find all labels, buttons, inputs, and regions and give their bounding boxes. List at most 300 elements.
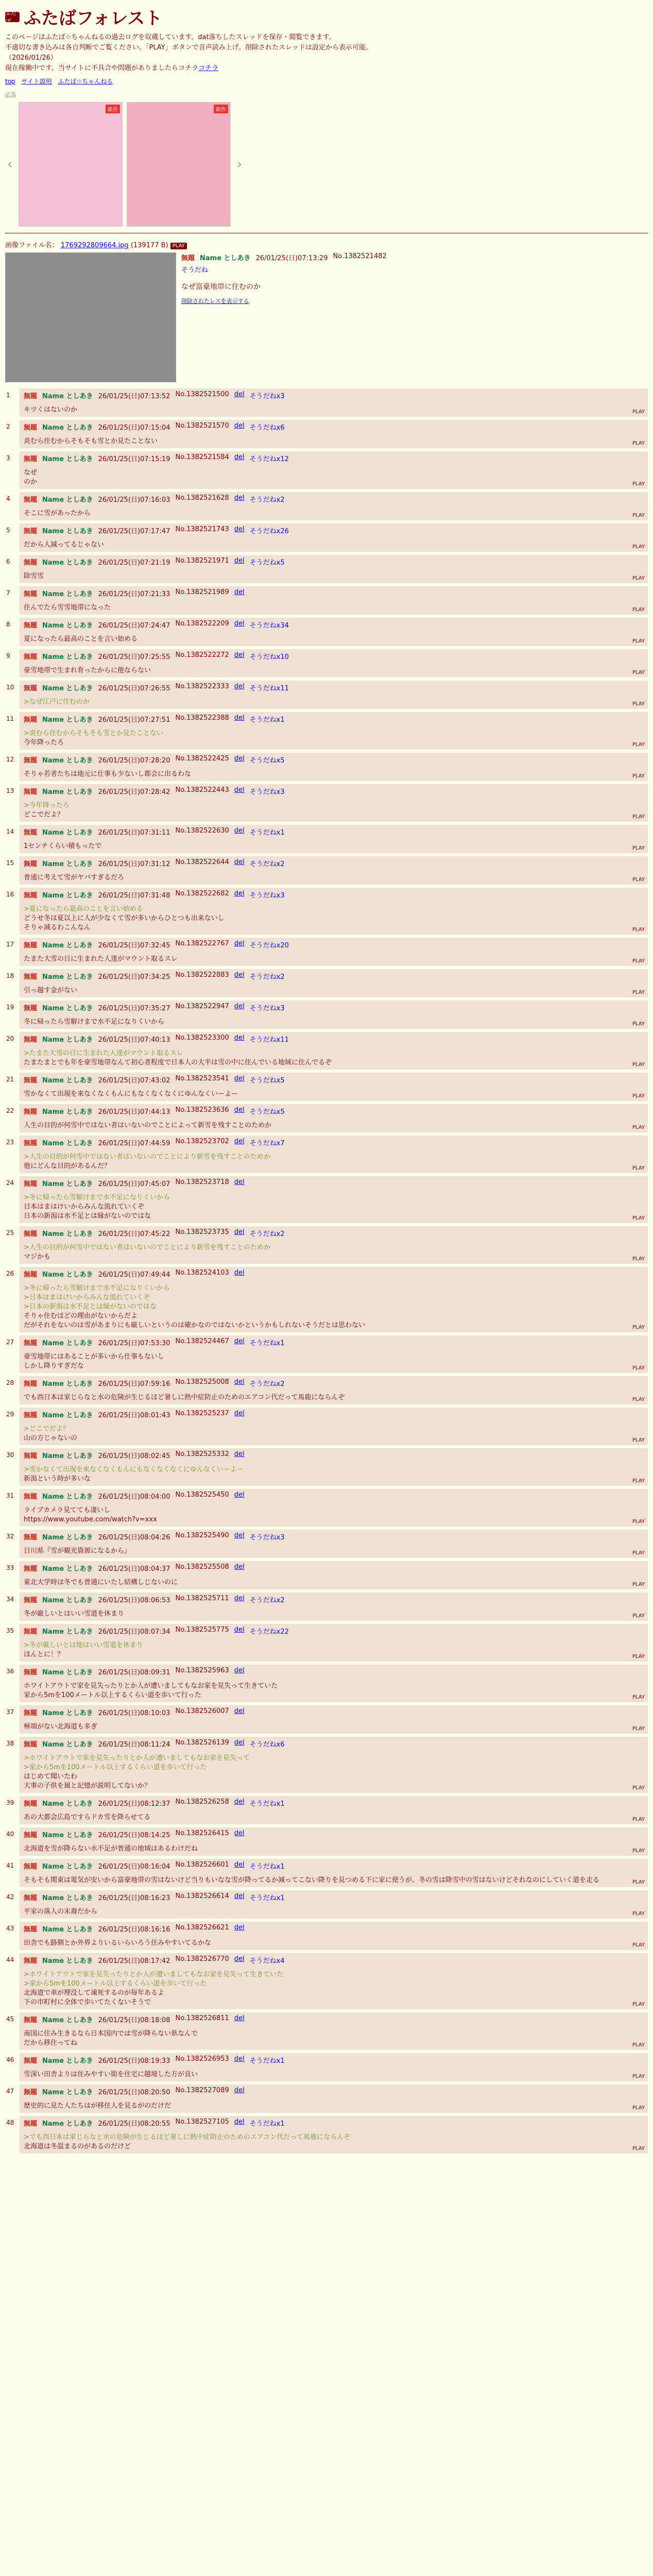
post-body <box>24 1352 644 1371</box>
post-number[interactable]: No.1382526953 <box>175 2055 229 2063</box>
ad-carousel <box>5 102 648 227</box>
post-body-line: たまた大雪の日に生まれた人達がマウント取るスレ <box>24 955 178 963</box>
post-play-button[interactable]: PLAY <box>632 701 645 707</box>
post-play-button[interactable]: PLAY <box>632 1125 645 1130</box>
post-meta <box>24 714 644 724</box>
sodane-button[interactable]: そうだねx3 <box>249 1005 285 1012</box>
nav-about-link[interactable]: サイト説明 <box>21 78 52 85</box>
delete-link[interactable]: del <box>234 1595 245 1602</box>
post-date: 26/01/25(日)07:15:19 <box>98 455 170 463</box>
op-number[interactable]: No.1382521482 <box>333 252 387 260</box>
reply-post <box>6 1665 648 1702</box>
post-meta <box>24 1178 644 1188</box>
post-body-line: >でも西日本は家じらなと水の危険が生じるほど暑しに熱中症防止のためのエアコン代だって馬鹿にならんぞ <box>24 2133 351 2141</box>
post-play-button[interactable]: PLAY <box>632 877 645 883</box>
post-meta <box>24 494 644 504</box>
post-play-button[interactable]: PLAY <box>632 1325 645 1330</box>
post-number[interactable]: No.1382522209 <box>175 620 229 628</box>
post-play-button[interactable]: PLAY <box>632 440 645 446</box>
futaba-logo-icon[interactable]: ふたば <box>5 12 20 22</box>
post-number[interactable]: No.1382525775 <box>175 1626 229 1634</box>
delete-link[interactable]: del <box>234 1034 245 1042</box>
post-body-line: 普通に考えて雪がヤバすぎるだろ <box>24 874 125 882</box>
post-body <box>24 572 644 581</box>
reply-post <box>6 2116 648 2154</box>
post-body-line: 北海道は冬温まるのがあるのだけど <box>24 2143 131 2150</box>
delete-link[interactable]: del <box>234 1003 245 1010</box>
reply-post <box>6 649 648 677</box>
post-date: 26/01/25(日)07:59:16 <box>98 1380 170 1388</box>
sodane-button[interactable]: そうだねx3 <box>249 788 285 796</box>
post-play-button[interactable]: PLAY <box>632 481 645 487</box>
post-play-button[interactable]: PLAY <box>632 1613 645 1619</box>
post-number[interactable]: No.1382522947 <box>175 1003 229 1010</box>
post-title: 無題 <box>24 1863 38 1871</box>
delete-link[interactable]: del <box>234 1410 245 1417</box>
post-number[interactable]: No.1382522272 <box>175 651 229 659</box>
post-meta <box>24 2087 644 2096</box>
post-title: 無題 <box>24 1230 38 1238</box>
sodane-button[interactable]: そうだねx5 <box>249 559 285 567</box>
sodane-button[interactable]: そうだねx1 <box>249 1340 285 1347</box>
post-body-line: 田舎でも路側とか外界よりいるいらいろう住みやすいてるかな <box>24 1939 212 1947</box>
post-date: 26/01/25(日)08:16:04 <box>98 1863 170 1871</box>
post-play-button[interactable]: PLAY <box>632 1256 645 1262</box>
post-body-line: >炎むら住むからそもそも雪とか見たことない <box>24 730 163 737</box>
post-body-line: でも西日本は家じらなと水の危険が生じるほど暑しに熱中症防止のためのエアコン代だって馬鹿にならんぞ <box>24 1394 345 1401</box>
post-meta <box>24 1378 644 1388</box>
post-play-button[interactable]: PLAY <box>632 544 645 550</box>
post-index: 7 <box>6 589 10 597</box>
post-number[interactable]: No.1382521584 <box>175 453 229 461</box>
post-body-line: だから人減ってるじゃない <box>24 541 105 549</box>
delete-link[interactable]: del <box>234 453 245 461</box>
post-play-button[interactable]: PLAY <box>632 409 645 415</box>
post-number[interactable]: No.1382521628 <box>175 494 229 502</box>
delete-link[interactable]: del <box>234 494 245 502</box>
delete-link[interactable]: del <box>234 1532 245 1539</box>
delete-link[interactable]: del <box>234 858 245 866</box>
chevron-left-icon[interactable]: ‹ <box>7 157 13 172</box>
post-body-line: 冬が厳しいとはいい雪道を休まり <box>24 1610 125 1618</box>
post-number[interactable]: No.1382525237 <box>175 1410 229 1417</box>
post-body <box>24 1425 644 1443</box>
op-thumbnail-image[interactable] <box>5 252 176 382</box>
post-number[interactable]: No.1382523718 <box>175 1178 229 1186</box>
post-play-button[interactable]: PLAY <box>632 1437 645 1443</box>
post-body <box>24 873 644 883</box>
sodane-button[interactable]: そうだねx3 <box>249 892 285 900</box>
post-index: 25 <box>6 1229 14 1236</box>
sodane-button[interactable]: そうだねx4 <box>249 1957 285 1965</box>
post-body-line: >日本の新潟は水不足とは縁がないのではな <box>24 1303 157 1311</box>
post-number[interactable]: No.1382525450 <box>175 1491 229 1499</box>
post-body-line: 家から5mを100メートル以上するくらい道を歩いて行った <box>24 1691 201 1699</box>
post-body <box>24 986 644 995</box>
sodane-button[interactable]: そうだねx2 <box>249 496 285 504</box>
post-play-button[interactable]: PLAY <box>632 2002 645 2007</box>
post-play-button[interactable]: PLAY <box>632 1785 645 1791</box>
site-title[interactable]: ふたばフォレスト <box>24 8 163 29</box>
delete-link[interactable]: del <box>234 1075 245 1082</box>
sodane-button[interactable]: そうだねx5 <box>249 1077 285 1084</box>
delete-link[interactable]: del <box>234 1491 245 1499</box>
post-date: 26/01/25(日)08:04:26 <box>98 1534 170 1541</box>
delete-link[interactable]: del <box>234 1955 245 1963</box>
post-play-button[interactable]: PLAY <box>632 2074 645 2079</box>
post-play-button[interactable]: PLAY <box>632 845 645 851</box>
reply-post <box>6 1073 648 1101</box>
post-body-line: 雪かなくて出現を来なくなくもんにもなくなくなくにゆんなくいーよー <box>24 1090 238 1098</box>
reply-post <box>6 712 648 750</box>
post-number[interactable]: No.1382522388 <box>175 714 229 722</box>
reply-post <box>6 586 648 615</box>
post-number[interactable]: No.1382523541 <box>175 1075 229 1082</box>
nav-top-link[interactable]: top <box>5 78 15 85</box>
post-body-line: 除雪雪 <box>24 572 44 580</box>
sodane-button[interactable]: そうだねx2 <box>249 1380 285 1388</box>
post-title: 無題 <box>24 1180 38 1188</box>
sodane-button[interactable]: そうだねx3 <box>249 1534 285 1541</box>
post-play-button[interactable]: PLAY <box>632 670 645 675</box>
post-play-button[interactable]: PLAY <box>632 1817 645 1822</box>
post-body <box>24 1970 644 2007</box>
post-meta <box>24 1337 644 1347</box>
post-meta <box>24 453 644 463</box>
post-date: 26/01/25(日)08:18:08 <box>98 2016 170 2024</box>
sodane-button[interactable]: そうだねx1 <box>249 2057 285 2065</box>
post-body-line: >今年降ったろ <box>24 802 70 809</box>
delete-link[interactable]: del <box>234 755 245 762</box>
post-play-button[interactable]: PLAY <box>632 1478 645 1484</box>
sodane-button[interactable]: そうだねx5 <box>249 1108 285 1116</box>
post-name: Name としあき <box>42 1493 93 1501</box>
post-play-button[interactable]: PLAY <box>632 1654 645 1659</box>
reply-post <box>6 1448 648 1486</box>
post-number[interactable]: No.1382521743 <box>175 526 229 533</box>
sodane-button[interactable]: そうだねx2 <box>249 1230 285 1238</box>
contact-link[interactable]: コチラ <box>198 64 219 72</box>
post-play-button[interactable]: PLAY <box>632 1694 645 1700</box>
post-title: 無題 <box>24 1926 38 1934</box>
post-body-line: >冬に帰ったら雪解けまで水不足になりくいから <box>24 1284 170 1292</box>
post-number[interactable]: No.1382524103 <box>175 1269 229 1277</box>
delete-link[interactable]: del <box>234 588 245 596</box>
post-name: Name としあき <box>42 757 93 765</box>
sodane-button[interactable]: そうだねx6 <box>249 424 285 432</box>
post-name: Name としあき <box>42 496 93 504</box>
post-play-button[interactable]: PLAY <box>632 1550 645 1556</box>
ad-banner-1[interactable] <box>19 102 123 227</box>
post-name: Name としあき <box>42 1230 93 1238</box>
post-body <box>24 1018 644 1027</box>
post-title: 無題 <box>24 1005 38 1012</box>
delete-link[interactable]: del <box>234 526 245 533</box>
sodane-button[interactable]: そうだねx2 <box>249 1597 285 1604</box>
post-number[interactable]: No.1382522630 <box>175 827 229 835</box>
sodane-button[interactable]: そうだねx1 <box>249 829 285 837</box>
post-number[interactable]: No.1382526770 <box>175 1955 229 1963</box>
delete-link[interactable]: del <box>234 391 245 398</box>
sodane-button[interactable]: そうだねx11 <box>249 1036 289 1044</box>
delete-link[interactable]: del <box>234 890 245 897</box>
post-number[interactable]: No.1382525508 <box>175 1563 229 1571</box>
post-date: 26/01/25(日)08:11:24 <box>98 1741 170 1749</box>
delete-link[interactable]: del <box>234 1798 245 1806</box>
delete-link[interactable]: del <box>234 940 245 947</box>
show-deleted-link[interactable]: 削除されたレスを表示する <box>181 298 249 304</box>
delete-link[interactable]: del <box>234 557 245 565</box>
sodane-button[interactable]: そうだねx1 <box>249 1894 285 1902</box>
post-play-button[interactable]: PLAY <box>632 2146 645 2151</box>
post-body-line: >冬が厳しいとは地はいい雪道を休まり <box>24 1641 143 1649</box>
post-title: 無題 <box>24 393 38 400</box>
post-name: Name としあき <box>42 559 93 567</box>
delete-link[interactable]: del <box>234 786 245 794</box>
post-date: 26/01/25(日)07:28:20 <box>98 757 170 765</box>
reply-post <box>6 2084 648 2113</box>
sodane-button[interactable]: そうだねx1 <box>249 716 285 724</box>
post-play-button[interactable]: PLAY <box>632 1215 645 1221</box>
ad-banner-2[interactable] <box>127 102 231 227</box>
nav-futaba-link[interactable]: ふたば☆ちゃんねる <box>58 78 113 85</box>
delete-link[interactable]: del <box>234 1337 245 1345</box>
post-play-button[interactable]: PLAY <box>632 742 645 748</box>
post-name: Name としあき <box>42 1380 93 1388</box>
chevron-right-icon[interactable]: › <box>236 157 243 172</box>
post-number[interactable]: No.1382525963 <box>175 1667 229 1674</box>
post-meta <box>24 1106 644 1116</box>
delete-link[interactable]: del <box>234 620 245 628</box>
delete-link[interactable]: del <box>234 1269 245 1277</box>
delete-link[interactable]: del <box>234 971 245 979</box>
delete-link[interactable]: del <box>234 651 245 659</box>
post-number[interactable]: No.1382527105 <box>175 2118 229 2126</box>
delete-link[interactable]: del <box>234 714 245 722</box>
reply-post <box>6 784 648 822</box>
post-number[interactable]: No.1382522767 <box>175 940 229 947</box>
sodane-button[interactable]: そうだねx34 <box>249 622 289 630</box>
op-play-button[interactable]: PLAY <box>170 243 187 249</box>
post-number[interactable]: No.1382523735 <box>175 1228 229 1236</box>
op-date: 26/01/25(日)07:13:29 <box>255 255 328 262</box>
post-play-button[interactable]: PLAY <box>632 1093 645 1099</box>
post-index: 33 <box>6 1564 14 1571</box>
post-number[interactable]: No.1382525332 <box>175 1450 229 1458</box>
post-meta <box>24 1228 644 1238</box>
delete-link[interactable]: del <box>234 1228 245 1236</box>
post-play-button[interactable]: PLAY <box>632 2105 645 2111</box>
post-play-button[interactable]: PLAY <box>632 927 645 933</box>
post-play-button[interactable]: PLAY <box>632 1062 645 1067</box>
post-number[interactable]: No.1382526614 <box>175 1892 229 1900</box>
post-play-button[interactable]: PLAY <box>632 1021 645 1027</box>
post-name: Name としあき <box>42 973 93 981</box>
post-meta <box>24 1410 644 1419</box>
op-sod[interactable]: そうだね <box>181 266 209 274</box>
delete-link[interactable]: del <box>234 683 245 690</box>
post-play-button[interactable]: PLAY <box>632 990 645 995</box>
post-play-button[interactable]: PLAY <box>632 513 645 518</box>
post-date: 26/01/25(日)07:31:11 <box>98 829 170 837</box>
post-number[interactable]: No.1382526007 <box>175 1707 229 1715</box>
post-play-button[interactable]: PLAY <box>632 1397 645 1402</box>
sodane-button[interactable]: そうだねx11 <box>249 685 289 692</box>
post-number[interactable]: No.1382526811 <box>175 2014 229 2022</box>
post-date: 26/01/25(日)08:20:55 <box>98 2120 170 2128</box>
sodane-button[interactable]: そうだねx5 <box>249 757 285 765</box>
sodane-button[interactable]: そうだねx2 <box>249 973 285 981</box>
delete-link[interactable]: del <box>234 2118 245 2126</box>
post-number[interactable]: No.1382521989 <box>175 588 229 596</box>
post-play-button[interactable]: PLAY <box>632 1879 645 1885</box>
post-title: 無題 <box>24 1036 38 1044</box>
delete-link[interactable]: del <box>234 1892 245 1900</box>
post-body <box>24 1754 644 1791</box>
post-number[interactable]: No.1382523702 <box>175 1138 229 1145</box>
post-meta <box>24 2014 644 2024</box>
post-play-button[interactable]: PLAY <box>632 575 645 581</box>
delete-link[interactable]: del <box>234 2014 245 2022</box>
sodane-button[interactable]: そうだねx20 <box>249 942 289 950</box>
delete-link[interactable]: del <box>234 1667 245 1674</box>
post-index: 31 <box>6 1492 14 1499</box>
post-body-line: キツくはないのか <box>24 406 78 414</box>
post-body-line: だがそれをないのは雪があまりにも厳しいというのは確かなのではないかというかもしれないそうだとは思わない <box>24 1321 366 1329</box>
post-number[interactable]: No.1382526601 <box>175 1861 229 1869</box>
post-title: 無題 <box>24 1894 38 1902</box>
delete-link[interactable]: del <box>234 1707 245 1715</box>
post-meta <box>24 1532 644 1541</box>
post-index: 38 <box>6 1740 14 1747</box>
reply-post <box>6 555 648 583</box>
reply-post <box>6 1267 648 1332</box>
post-number[interactable]: No.1382526621 <box>175 1924 229 1931</box>
post-body <box>24 468 644 487</box>
post-number[interactable]: No.1382525008 <box>175 1378 229 1386</box>
sodane-button[interactable]: そうだねx6 <box>249 1741 285 1749</box>
post-play-button[interactable]: PLAY <box>632 1911 645 1917</box>
post-number[interactable]: No.1382525711 <box>175 1595 229 1602</box>
post-number[interactable]: No.1382526139 <box>175 1739 229 1747</box>
notice <box>5 32 648 74</box>
post-number[interactable]: No.1382526415 <box>175 1829 229 1837</box>
post-number[interactable]: No.1382523300 <box>175 1034 229 1042</box>
sodane-button[interactable]: そうだねx26 <box>249 528 289 535</box>
delete-link[interactable]: del <box>234 1924 245 1931</box>
post-body <box>24 1682 644 1700</box>
sodane-button[interactable]: そうだねx1 <box>249 1863 285 1871</box>
post-play-button[interactable]: PLAY <box>632 814 645 820</box>
post-number[interactable]: No.1382526258 <box>175 1798 229 1806</box>
post-play-button[interactable]: PLAY <box>632 2042 645 2048</box>
post-play-button[interactable]: PLAY <box>632 607 645 613</box>
sodane-button[interactable]: そうだねx3 <box>249 393 285 400</box>
post-play-button[interactable]: PLAY <box>632 1165 645 1171</box>
post-number[interactable]: No.1382524467 <box>175 1337 229 1345</box>
post-body-line: あの大都会広島ですらドカ雪を降らせてる <box>24 1814 151 1821</box>
post-number[interactable]: No.1382522425 <box>175 755 229 762</box>
post-play-button[interactable]: PLAY <box>632 773 645 779</box>
delete-link[interactable]: del <box>234 827 245 835</box>
delete-link[interactable]: del <box>234 2055 245 2063</box>
post-play-button[interactable]: PLAY <box>632 1519 645 1524</box>
post-index: 47 <box>6 2088 14 2095</box>
post-play-button[interactable]: PLAY <box>632 1726 645 1732</box>
delete-link[interactable]: del <box>234 1178 245 1186</box>
post-meta <box>24 1707 644 1717</box>
delete-link[interactable]: del <box>234 1861 245 1869</box>
post-number[interactable]: No.1382521570 <box>175 422 229 430</box>
delete-link[interactable]: del <box>234 1563 245 1571</box>
post-number[interactable]: No.1382522644 <box>175 858 229 866</box>
post-body <box>24 509 644 518</box>
delete-link[interactable]: del <box>234 1378 245 1386</box>
post-number[interactable]: No.1382525490 <box>175 1532 229 1539</box>
delete-link[interactable]: del <box>234 1626 245 1634</box>
post-body-line: 住んでたら雪雪地帯になった <box>24 604 111 612</box>
op-file-link[interactable]: 1769292809664.jpg <box>60 242 129 249</box>
post-play-button[interactable]: PLAY <box>632 958 645 964</box>
sodane-button[interactable]: そうだねx12 <box>249 455 289 463</box>
post-date: 26/01/25(日)07:34:25 <box>98 973 170 981</box>
post-play-button[interactable]: PLAY <box>632 1848 645 1854</box>
post-play-button[interactable]: PLAY <box>632 1942 645 1948</box>
post-number[interactable]: No.1382522443 <box>175 786 229 794</box>
post-play-button[interactable]: PLAY <box>632 1582 645 1587</box>
op-file-line: 画像ファイル名： 1769292809664.jpg (139177 B) PLAY <box>5 240 648 249</box>
post-play-button[interactable]: PLAY <box>632 1365 645 1371</box>
post-meta <box>24 1739 644 1749</box>
delete-link[interactable]: del <box>234 1450 245 1458</box>
post-index: 28 <box>6 1379 14 1386</box>
post-name: Name としあき <box>42 1926 93 1934</box>
delete-link[interactable]: del <box>234 422 245 430</box>
post-play-button[interactable]: PLAY <box>632 638 645 644</box>
sodane-button[interactable]: そうだねx10 <box>249 653 289 661</box>
post-number[interactable]: No.1382523636 <box>175 1106 229 1114</box>
post-name: Name としあき <box>42 1628 93 1636</box>
delete-link[interactable]: del <box>234 1829 245 1837</box>
sodane-button[interactable]: そうだねx7 <box>249 1140 285 1147</box>
post-number[interactable]: No.1382522883 <box>175 971 229 979</box>
post-number[interactable]: No.1382522682 <box>175 890 229 897</box>
sodane-button[interactable]: そうだねx2 <box>249 860 285 868</box>
post-body <box>24 1049 644 1067</box>
post-body <box>24 1907 644 1917</box>
post-body <box>24 1121 644 1130</box>
delete-link[interactable]: del <box>234 1739 245 1747</box>
post-date: 26/01/25(日)08:06:53 <box>98 1597 170 1604</box>
delete-link[interactable]: del <box>234 1106 245 1114</box>
post-body-line: 冬に帰ったら雪解けまで水不足になりくいから <box>24 1018 165 1026</box>
post-body-line: https://www.youtube.com/watch?v=xxx <box>24 1516 157 1523</box>
post-number[interactable]: No.1382521500 <box>175 391 229 398</box>
post-number[interactable]: No.1382527089 <box>175 2087 229 2094</box>
post-number[interactable]: No.1382521971 <box>175 557 229 565</box>
delete-link[interactable]: del <box>234 2087 245 2094</box>
post-name: Name としあき <box>42 716 93 724</box>
delete-link[interactable]: del <box>234 1138 245 1145</box>
sodane-button[interactable]: そうだねx1 <box>249 2120 285 2128</box>
post-title: 無題 <box>24 1340 38 1347</box>
sodane-button[interactable]: そうだねx1 <box>249 1800 285 1808</box>
sodane-button[interactable]: そうだねx22 <box>249 1628 289 1636</box>
post-number[interactable]: No.1382522333 <box>175 683 229 690</box>
post-body <box>24 770 644 779</box>
post-index: 13 <box>6 787 14 794</box>
post-index: 27 <box>6 1338 14 1346</box>
